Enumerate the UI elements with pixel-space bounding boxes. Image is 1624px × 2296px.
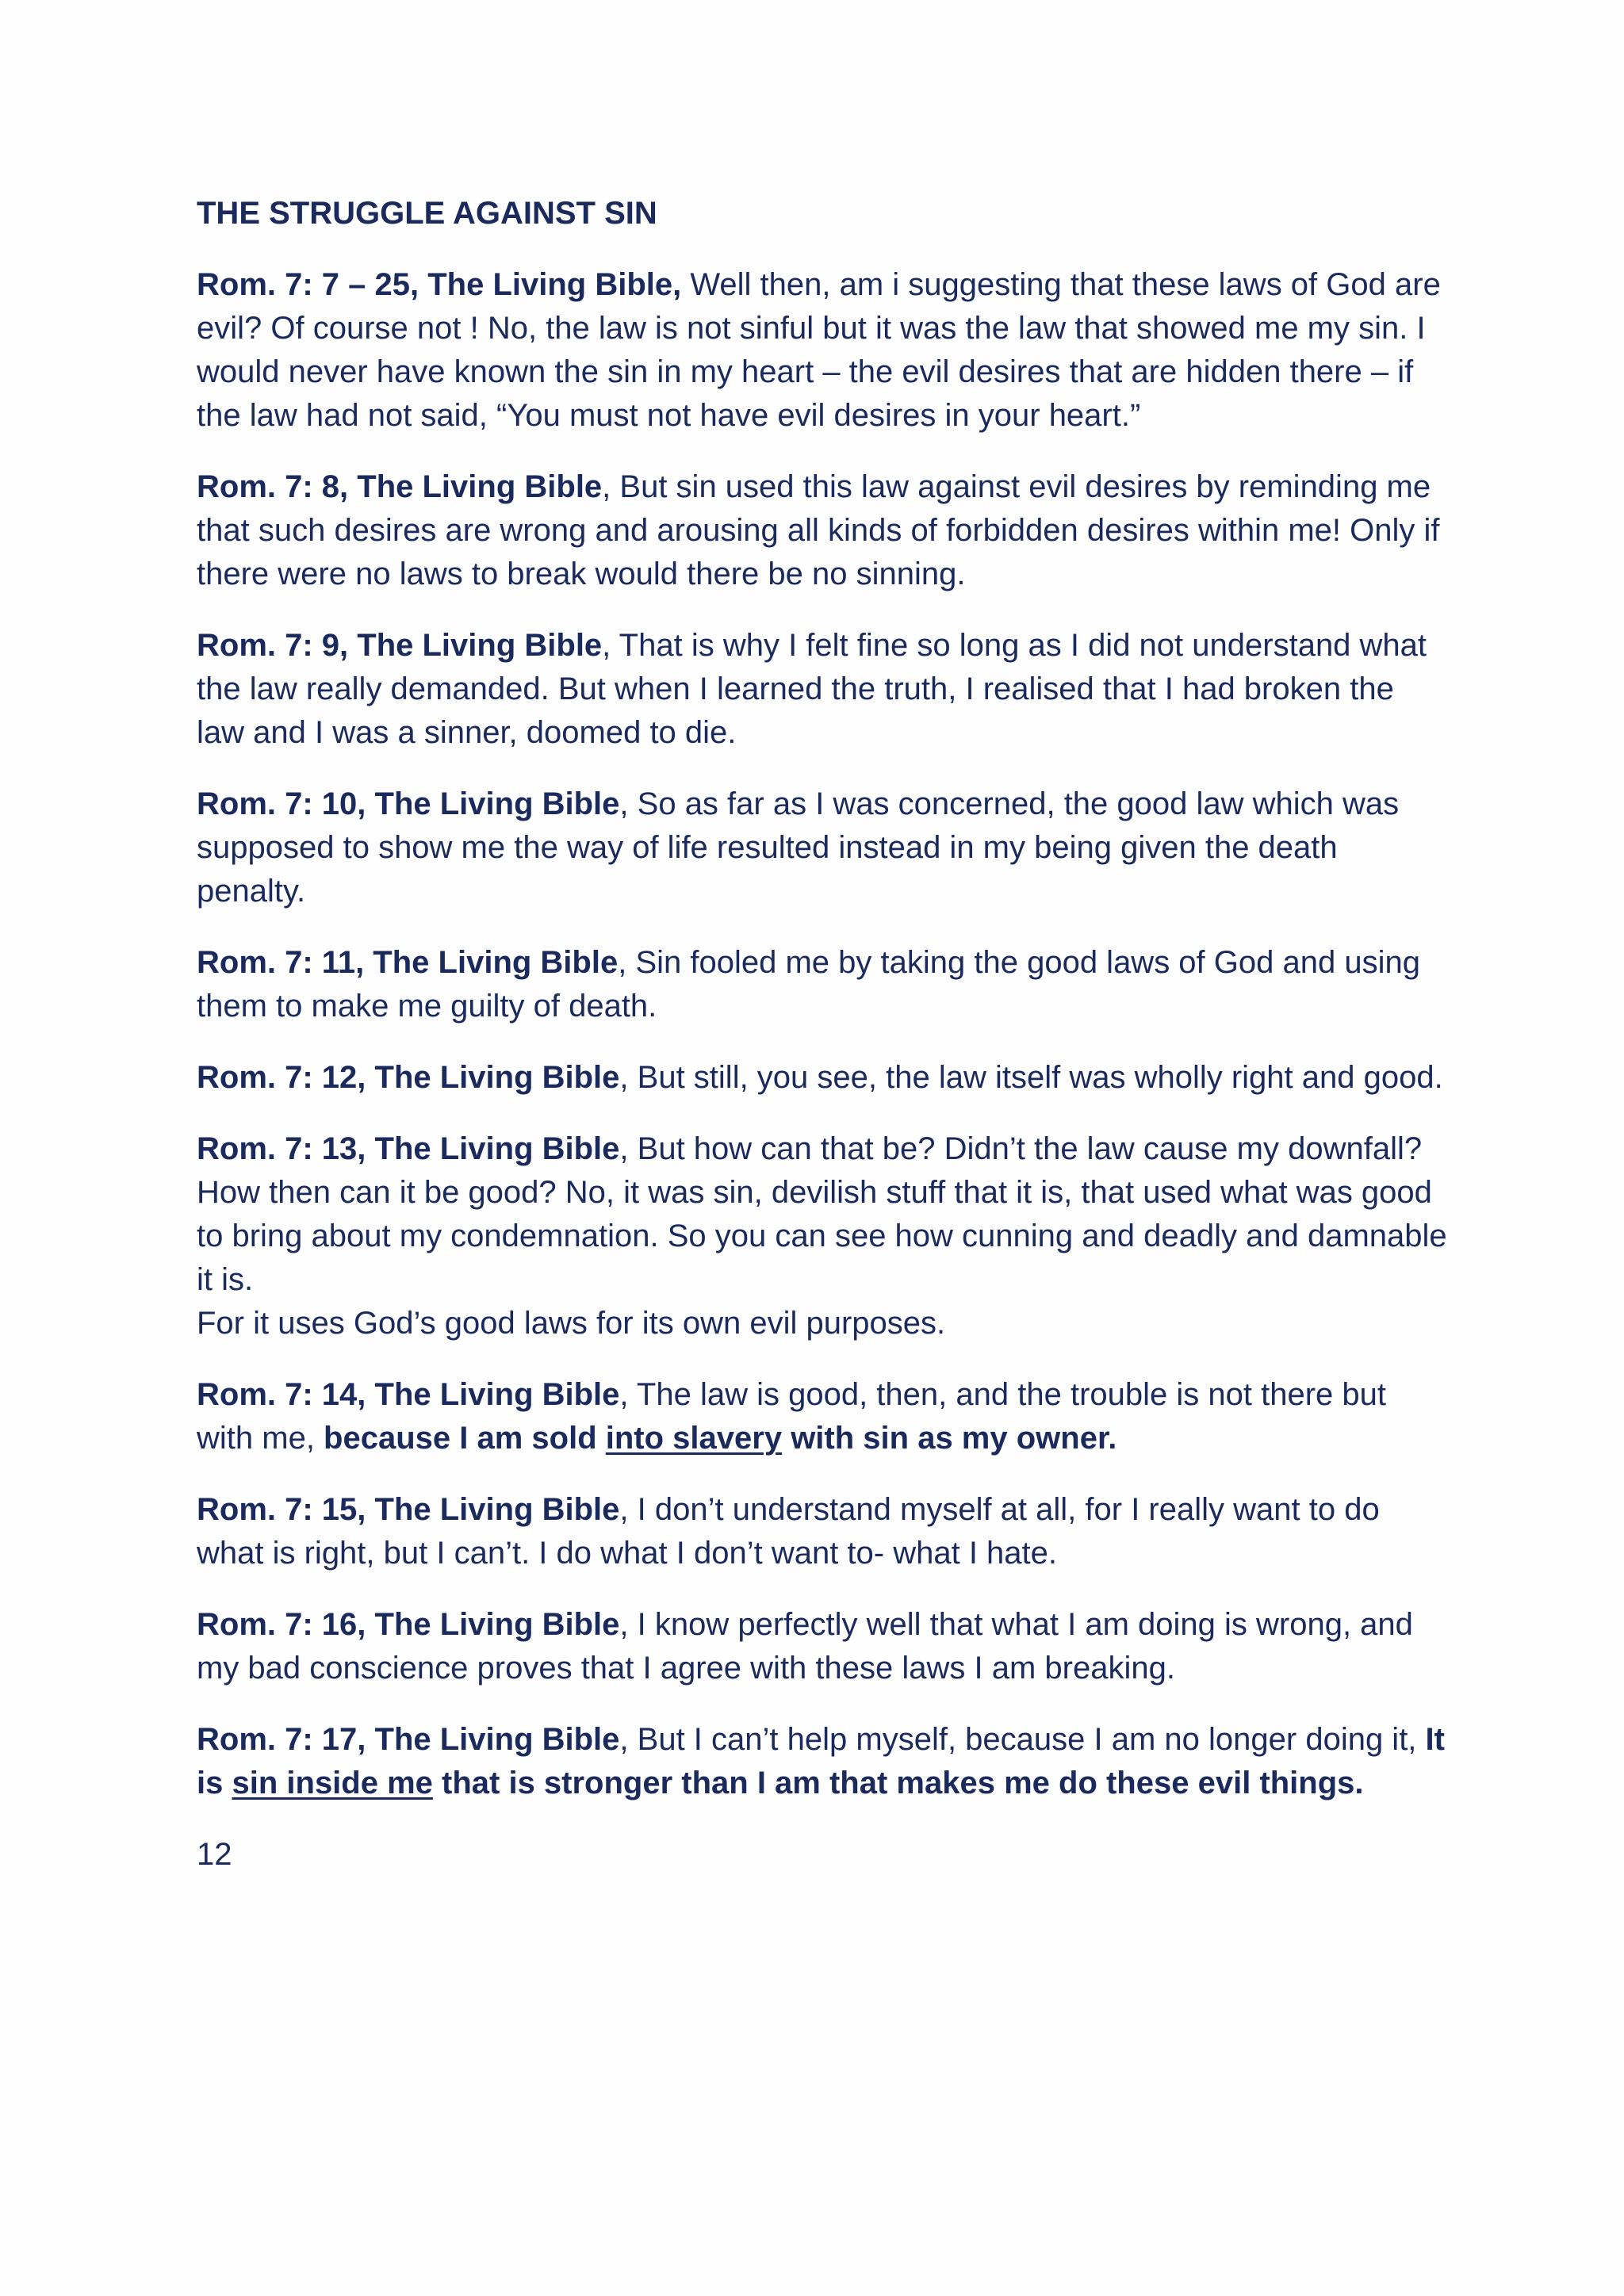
page-content bbox=[197, 192, 1450, 1877]
verse-text: , But sin used this law against evil desires by reminding me that such desires are wrong and arousing all kinds of forbidden desires within me! Only if there were no laws to break would there be no sinning. bbox=[197, 469, 1440, 591]
verse-reference: Rom. 7: 17, The Living Bible bbox=[197, 1722, 620, 1757]
verse-paragraph bbox=[197, 465, 1450, 596]
underlined-emphasis: into slavery bbox=[605, 1421, 783, 1456]
emphasis-text: because I am sold bbox=[324, 1421, 606, 1456]
verse-reference: Rom. 7: 16, The Living Bible bbox=[197, 1607, 620, 1642]
verse-text: , The law is good, then, and the trouble is not there but with me, bbox=[197, 1377, 1386, 1456]
verse-paragraph bbox=[197, 263, 1450, 438]
verse-reference: Rom. 7: 13, The Living Bible bbox=[197, 1131, 620, 1166]
verse-paragraph bbox=[197, 1718, 1450, 1805]
verse-reference: Rom. 7: 14, The Living Bible bbox=[197, 1377, 620, 1412]
page-title: THE STRUGGLE AGAINST SIN bbox=[197, 196, 657, 231]
verse-reference: Rom. 7: 8, The Living Bible bbox=[197, 469, 603, 504]
verse-text: , But how can that be? Didn’t the law cause my downfall? How then can it be good? No, it was sin, devilish stuff that it is, that used what was good to bring about my condemnation. So you can see how cunning and deadly and damnable it is. bbox=[197, 1131, 1447, 1297]
verse-reference: Rom. 7: 10, The Living Bible bbox=[197, 786, 620, 821]
page-number: 12 bbox=[197, 1837, 232, 1872]
verse-reference: Rom. 7: 15, The Living Bible bbox=[197, 1492, 620, 1527]
verse-reference: Rom. 7: 9, The Living Bible bbox=[197, 628, 603, 663]
emphasis-text: with sin as my owner. bbox=[782, 1421, 1117, 1456]
verse-text-continued: For it uses God’s good laws for its own evil purposes. bbox=[197, 1306, 946, 1341]
verse-text: , I don’t understand myself at all, for I really want to do what is right, but I can’t. I do what I don’t want to- what I hate. bbox=[197, 1492, 1380, 1571]
verse-text: , So as far as I was concerned, the good law which was supposed to show me the way of life resulted instead in my being given the death penalty. bbox=[197, 786, 1400, 909]
verse-paragraph bbox=[197, 783, 1450, 913]
underlined-emphasis: sin inside me bbox=[232, 1766, 433, 1800]
verse-text: , Sin fooled me by taking the good laws of God and using them to make me guilty of death. bbox=[197, 945, 1420, 1024]
emphasis-text: It is bbox=[197, 1722, 1445, 1800]
verse-paragraph bbox=[197, 1603, 1450, 1690]
verse-reference: Rom. 7: 7 – 25, The Living Bible, bbox=[197, 267, 682, 302]
verse-paragraph bbox=[197, 624, 1450, 755]
verse-text: , That is why I felt fine so long as I did not understand what the law really demanded. But when I learned the truth, I realised that I had broken the law and I was a sinner, doomed to die. bbox=[197, 628, 1427, 750]
verse-paragraph bbox=[197, 1056, 1450, 1100]
verse-text: , But I can’t help myself, because I am no longer doing it, bbox=[619, 1722, 1426, 1757]
verse-text: , I know perfectly well that what I am doing is wrong, and my bad conscience proves that I agree with these laws I am breaking. bbox=[197, 1607, 1413, 1686]
verse-text: Well then, am i suggesting that these laws of God are evil? Of course not ! No, the law is not sinful but it was the law that showed me my sin. I would never have known the sin in my heart – the evil desires that are hidden there – if the law had not said, “You must not have evil desires in your heart.” bbox=[197, 267, 1441, 433]
verse-paragraph bbox=[197, 1127, 1450, 1345]
verse-reference: Rom. 7: 12, The Living Bible bbox=[197, 1060, 620, 1095]
verse-paragraph bbox=[197, 1373, 1450, 1460]
verse-text: , But still, you see, the law itself was wholly right and good. bbox=[619, 1060, 1443, 1095]
emphasis-text: that is stronger than I am that makes me do these evil things. bbox=[432, 1766, 1364, 1800]
verse-paragraph bbox=[197, 1488, 1450, 1575]
verse-paragraph bbox=[197, 941, 1450, 1028]
verse-reference: Rom. 7: 11, The Living Bible bbox=[197, 945, 619, 980]
